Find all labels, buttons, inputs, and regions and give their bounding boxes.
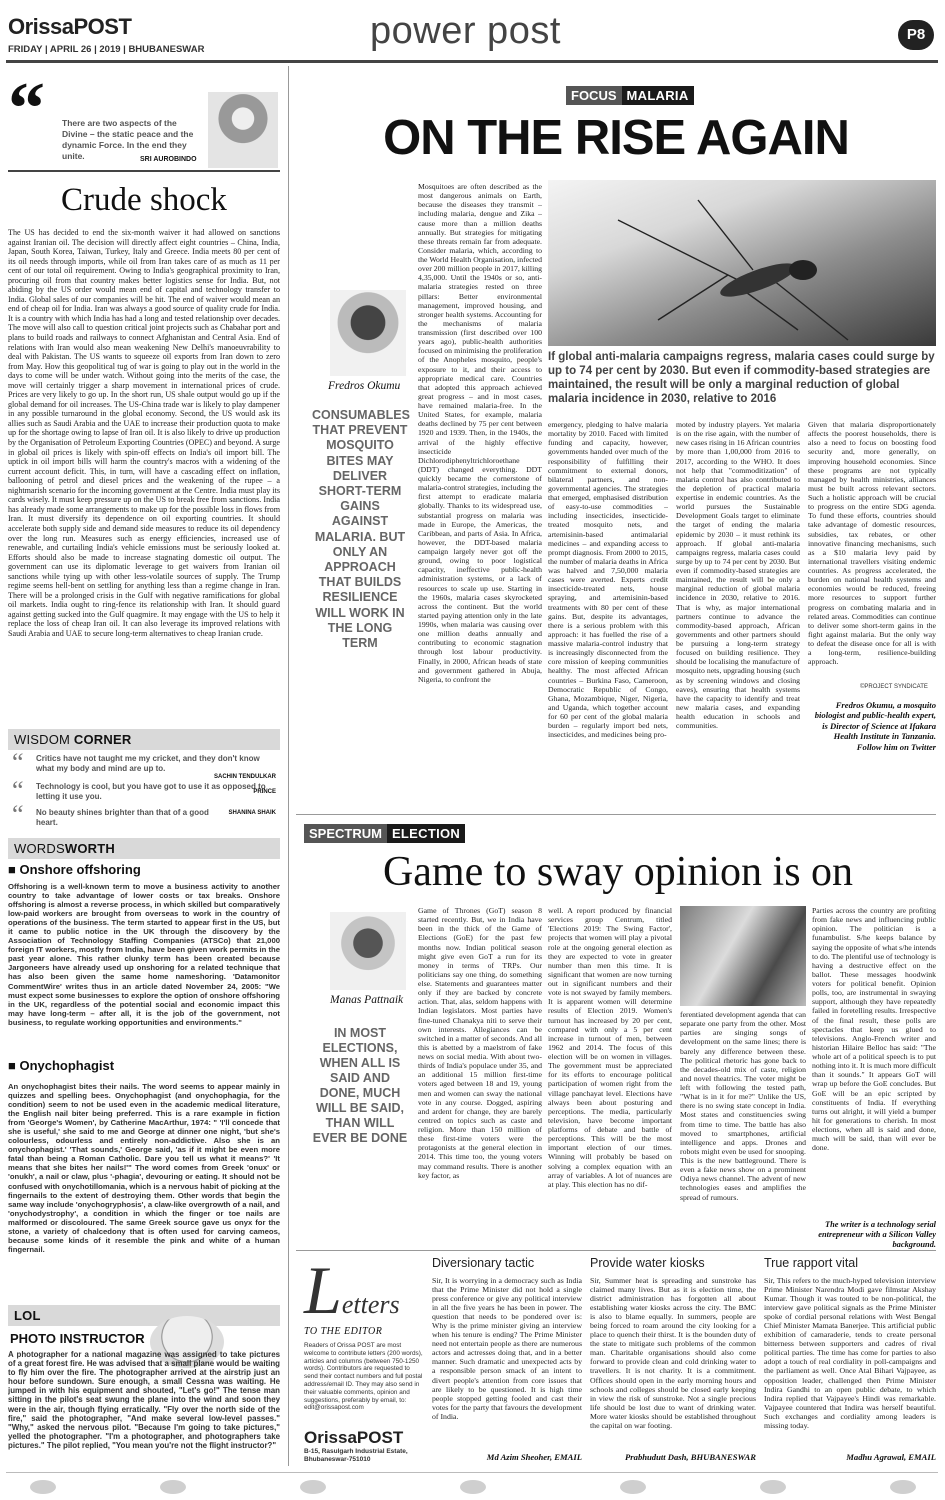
register-mark — [300, 1480, 326, 1494]
letters-logo — [304, 1252, 424, 1328]
malaria-headline: ON THE RISE AGAIN — [383, 111, 849, 165]
lol-title: PHOTO INSTRUCTOR — [10, 1331, 145, 1346]
onshore-title-text: Onshore offshoring — [19, 862, 141, 877]
malaria-credit: ©PROJECT SYNDICATE — [860, 684, 928, 690]
author-photo-pattnaik — [330, 912, 406, 990]
wisdom-corner-header — [8, 729, 280, 750]
onychophagist-body: An onychophagist bites their nails. The word seems to appear mainly in quizzes and spelling bees. Onychophagist (and onychophagia, for the condition) seem to not be used even in the academic medical literature, the English nail biter being preferred. This is a rare example in fiction from 'George's Women', by Catherine MacArthur, 1974: " 'I'll concede that she is useful,' she said to me and George at dinner one night, 'but she's colourless, odourless and entirely non-addictive. Also she is an onychophagist.' 'That sounds,' George said, 'as if it might be even more fatal than being a Roman Catholic. Dare you tell us what it means?' 'It means that she bites her nails!'" The word comes from Greek 'onux' or 'onukh', a nail or claw, plus '-phagia', devouring or eating. It should not be confused with onychotillomania, which is a nervous habit of picking at the fingernails to the extent of destroying them. Other words that begin the same way include 'onychogryphosis', a claw-like overgrowth of a nail, and 'onychodystrophy', a condition in which the finger or toe nails are malformed or discoloured. The same Greek source gave us onyx for the stone, a variety of chalcedony that is often used for carving cameos, because some kinds of it resemble the pink and white of a human fingernail. — [8, 1082, 280, 1254]
wisdom-item — [8, 800, 280, 829]
wisdom-text: No beauty shines brighter than that of a good heart. — [36, 808, 209, 827]
page-number-badge: P8 — [898, 20, 934, 50]
quote-mark-icon: “ — [8, 68, 45, 150]
election-col-3: ferentiated development agenda that can separate one party from the other. Most parties are singing songs of development on the same lines; there is barely any difference between these. The political rhetoric has gone back to the decades-old mix of caste, religion and novel theatrics. The voter might be left with following the tested path, "What is in it for me?" Unlike the US, there is no swing state concept in India. Most states and constituencies swing from time to time. The battle has also moved to smartphones, artificial intelligence and apps. Drones and robots might even be used for snooping. This is the new battleground. There is even a fake news show on a prominent Odiya news channel. The advent of new technologies eases and amplifies the spread of rumours. — [680, 1010, 806, 1202]
election-col-4: Parties across the country are profiting from fake news and influencing public opinion. The politician is a funambulist. S/he keeps balance by saying the opposite of what s/he intends to do. The plentiful use of technology is having a destructive effect on the ballot. These messages hoodwink voters for political benefit. Opinion polls, too, are instrumental in swaying support, although they have repeatedly failed in foretelling results. Irrespective of the final result, these polls are spectacles that keep us glued to televisions. Anglo-French writer and historian Hilaire Belloc has said: "The whole art of a political speech is to put nothing into it. It is much more difficult than it sounds." It appears GoT will wrap up before the GoE concludes. But GoE will be an epic scripted by constituents of India. If everything turns out alright, it will yield a bumper hit for generations to cherish. In most elections, when all is said and done, much will be said, than will ever be done. — [812, 906, 936, 1153]
malaria-col-4: Given that malaria disproportionately affects the poorest households, there is also a need to focus on boosting food security and, more generally, on improving household economies. Since these programs are not typically managed by health ministries, alliances must be built across relevant sectors. Such a holistic approach will be crucial to progress on the entire SDG agenda. To fund these efforts, countries should take advantage of domestic resources, subsidies, tax rebates, or other innovative financing mechanisms, such as a $10 malaria levy paid by international travellers visiting endemic countries. As progress accelerated, the burden on national health systems and economies would be reduced, freeing more resources to support further progress on combating malaria and in related areas. Commodities can continue to deliver some short-term gains in the fight against malaria. But the only way to defeat the disease once for all is with a long-term, resilience-building approach. — [808, 420, 936, 667]
onychophagist-title-text: Onychophagist — [19, 1058, 115, 1073]
letters-info: Readers of Orissa POST are most welcome to contribute letters (200 words), articles and columns (between 750-1250 words). Contributors are requested to send their contact numbers and full postal address/email ID. They may also send in their valuable comments, opinion and suggestions, preferably by email, to: edit@orissapost.com — [304, 1342, 423, 1412]
wisdom-author: SHANINA SHAIK — [228, 810, 276, 816]
election-headline: Game to sway opinion is on — [382, 849, 854, 895]
register-mark — [760, 1480, 786, 1494]
register-mark — [460, 1480, 486, 1494]
lol-header: LOL — [8, 1305, 280, 1326]
malaria-kicker — [566, 86, 694, 105]
quote-mark-icon: “ — [12, 800, 24, 829]
wisdom-author: PRINCE — [253, 789, 276, 795]
masthead-logo — [8, 14, 158, 42]
words-head-b: WORTH — [64, 841, 115, 856]
malaria-pull-quote: CONSUMABLES THAT PREVENT MOSQUITO BITES MAY DELIVER SHORT-TERM GAINS AGAINST MALARIA. BUT ONLY AN APPROACH THAT BUILDS RESILIENCE WILL WORK IN THE LONG TERM — [312, 408, 410, 651]
masthead-brand: OrissaPOST — [8, 14, 132, 39]
malaria-author: Fredros Okumu — [328, 380, 401, 392]
words-worth-header — [8, 838, 280, 859]
register-mark — [890, 1480, 916, 1494]
wisdom-head-b: CORNER — [73, 732, 132, 747]
author-portrait-photo — [208, 92, 278, 168]
letters-rule — [296, 1250, 936, 1251]
wisdom-text: Technology is cool, but you have got to use it as opposed to letting it use you. — [36, 782, 266, 801]
wisdom-text: Critics have not taught me my cricket, and they don't know what my body and mind are up to. — [36, 754, 260, 773]
election-bio: The writer is a technology serial entrepreneur with a Silicon Valley background. — [818, 1220, 936, 1249]
election-author: Manas Pattnaik — [330, 994, 404, 1006]
letters-brand: OrissaPOST — [304, 1428, 404, 1447]
words-head-a: WORDS — [14, 841, 65, 856]
masthead-rule — [6, 60, 938, 63]
onshore-body: Offshoring is a well-known term to move a business activity to another country to take advantage of lower costs or tax breaks. Onshore offshoring is almost a reverse process, in which skilled but comparatively low-paid workers are brought from overseas to work in the country of operations of the business. The term started to appear first in the US, but it came to public notice in the UK through the discovery by the Association of Technology Staffing Companies (ATSCo) that 21,000 foreign IT workers, mostly from India, have been given work permits in the past year alone. This rather clunky term has been created because Jargoneers have already used up onshoring for a related technique that has also been given the same home nameshoring. 'Datamonitor CommentWire' writes thus in an article dated November 24, 2005: "We must expect some businesses to explore the option of onshore offshoring in the UK, regardless of the potential social and economic impact this may have long-term – after all, it is the job of the government, not business, to regulate working opportunities and environments." — [8, 882, 280, 1027]
kicker-focus: FOCUS — [566, 86, 622, 105]
kicker-spectrum: SPECTRUM — [304, 824, 387, 843]
letter-2-body: Sir, Summer heat is spreading and sunstroke has claimed many lives. But as it is election time, the district administration has forgotten all about establishing water kiosks across the city. The BMC is also to blame equally. In summers, people are being forced to roam around the city looking for a place to quench their thirst. It is the bounden duty of the state to mitigate such problems of the common man. Charitable organisations should also come forward to provide clean and cold drinking water to travellers. It is not charity. It is a commitment. Offices should open in the early morning hours and schools and colleges should be closed early keeping in view the risk of sunstroke. Not a single precious life should be lost due to want of drinking water. More water kiosks should be established throughout the capital on war footing. — [590, 1276, 756, 1430]
mosquito-caption: If global anti-malaria campaigns regress, malaria cases could surge by up to 74 per cent by 2030. But even if commodity-based strategies are maintained, the result will be only a marginal reduction of global malaria incidence in 2030, relative to 2016 — [548, 351, 935, 405]
onychophagist-title: ■ Onychophagist — [8, 1058, 115, 1073]
wisdom-head-a: WISDOM — [14, 732, 71, 747]
letters-address: B-15, Rasulgarh Industrial Estate, Bhubaneswar-751010 — [304, 1448, 408, 1463]
footer-rule — [6, 1472, 938, 1473]
election-col-1: Game of Thrones (GoT) season 8 started recently. But, we in India have been in the thick of the Game of Elections (GoE) for the past few months now. Indian political season might give even GoT a run for its money in terms of TRPs. Our politicians say one thing, do something else. Statements and guarantees matter only if they are backed by concrete action. That, alas, seldom happens with Indian legislators. Most parties have fine-tuned Chanakya niti to serve their own interests. Allegiances can be switched in a matter of seconds. And all this is abetted by a maelstrom of fake news on social media. With about two-thirds of India's populace under 35, and an additional 15 million first-time voters aged between 18 and 19, young men and women can sway the national vote in any course. Dogged, aspiring and ardent for change, they are barely centred on topics such as caste and religion. More than 150 million of these first-time voters were the protagonists at the general election in 2014. This time too, the young voters may command results. There is another key factor, as — [418, 906, 542, 1180]
letter-3-body: Sir, This refers to the much-hyped television interview Prime Minister Narendra Modi gave filmstar Akshay Kumar. Though it was touted to be non-political, the interview gave political signals as the Prime Minister spoke of cordial personal relations with West Bengal Chief Minister Mamata Banerjee. This artificial public exhibition of camaraderie, tends to create personal bitterness between supporters and cadres of rival political parties. The time has come for parties to also adopt a touch of real cordiality in poll-campaigns and the parliament as well. Once Atal Bihari Vajpayee, as opposition leader, challenged then Prime Minister Indira Gandhi to an open public debate, to which Indira replied that Vajpayee's Hindi was remarkable. Vajpayee countered that Indira was herself beautiful. Such exchanges and cordiality among leaders is missing today. — [764, 1276, 936, 1430]
section-title: power post — [370, 10, 561, 52]
editorial-body: The US has decided to end the six-month waiver it had allowed on sanctions against Iranian oil. The decision will directly affect eight countries – China, India, Japan, South Korea, Taiwan, Turkey, Italy and Greece. India meets 80 per cent of its oil needs through imports, while oil from Iran takes care of as much as 11 per cent of our total oil requirement. Owing to India's geographical proximity to Iran, procuring oil from that country makes better logistics sense for India. But, not abiding by the US order would mean end of capital and technology transfer to India. Global sales of our companies will be hit. The end of waiver would mean an end of cheap oil for India. Iran was always a good source of quality crude for India. It is a country with which India has had a long and tested relationship over decades. The move will also call to question critical joint projects such as Chabahar port and plans to build roads and railways to connect Afghanistan and Central Asia. End of relations with Iran would also mean weakening New Delhi's manoeuvrability to deal with Pakistan. The US wants to squeeze oil exports from Iran down to zero from May. How this geopolitical tug of war is going to play out in the world in the days to come will be under watch. Without going into the merits of the case, the move will certainly trigger a sharp movement in international prices of crude. Prices are very likely to go up. In the short run, US shale output would go up if the global demand for oil increases. The US-China trade war is likely to play dampener in any possible turnaround in the global economy. Second, the US would ask its allies such as Saudi Arabia and the UAE to increase their production quota to make up for the shortage owing to lapse of Iran oil. It is also likely to drive up production by the Organisation of Petroleum Exporting Countries (OPEC) and beyond. A surge in global oil prices is likely with spin-off effects on India's oil import bill. The uptick in oil import bills will harm the country's macros with a widening of the current account deficit. This, in turn, will have a cascading effect on inflation, ballooning of petrol and diesel prices and the weakening of the rupee – a nightmarish scenario for the incoming government at the Centre. India must play its cards wisely. It must keep pressure up on the US to break free from sanctions. India has already made some arrangements to make up for the possible loss in flows from Iran. It must diversify its dependence on oil exporting countries. It should accelerate both supply side and demand side measures to reduce its oil dependency over the long run. Measures such as energy efficiencies, increased use of renewable, and curtailing India's vehicle emissions must be seriously looked at. Efforts should also be made to increase stagnating domestic oil output. The government can use its diplomatic leverage to get waivers from Iranian oil sanctions while tying up with other less-volatile sources of supply. The Trump regime seems hell-bent on settling for anything less than a regime change in Iran. There will be a prolonged crisis in the Gulf with negative ramifications for global oil markets. India ought to ring-fence its relationship with Iran. It should guard against getting sucked into the Gulf quagmire. It may engage with the US to help it replace the loss of cheap Iran oil. It can also leverage its improved relations with Saudi Arabia and UAE to secure long-term alternatives to cheap Iranian crude. — [8, 228, 280, 638]
editorial-title: Crude shock — [61, 182, 227, 218]
election-pull-quote: IN MOST ELECTIONS, WHEN ALL IS SAID AND DONE, MUCH WILL BE SAID, THAN WILL EVER BE DONE — [312, 1026, 408, 1145]
letter-3-sign: Madhu Agrawal, EMAIL — [846, 1452, 936, 1462]
letter-1-body: Sir, It is worrying in a democracy such as India that the Prime Minister did not hold a single press conference or give any political interview in all the five years he has been in power. The question that needs to be pondered over is: Why is the prime minister giving an interview when his tenure is ending? The Prime Minister need not entertain people as there are numerous actors and actresses doing that, and in a better manner. Such dramatic and unexpected acts by a responsible person smack of an intent to divert people's attention from core issues that are likely to be questioned. It is high time people stopped getting fooled and cast their votes for the party that favours the development of India. — [432, 1276, 582, 1421]
masthead-date: FRIDAY | APRIL 26 | 2019 | BHUBANESWAR — [8, 44, 205, 55]
malaria-col-2: emergency, pledging to halve malaria mortality by 2010. Faced with limited funding and capacity, however, governments handed over much of the responsibility of fulfilling their commitment to external donors, bilateral partners, and non-governmental agencies. The strategies that emerged, emphasised distribution of easy-to-use commodities – including insecticides, insecticide-treated mosquito nets, and artemisinin-based antimalarial medicines – and expanding access to prompt diagnosis. From 2000 to 2015, the number of malaria deaths in Africa was halved and 7,50,000 malaria cases were averted. Experts credit insecticide-treated nets, house spraying, and artemisinin-based treatments with 80 per cent of these gains. But, despite its advantages, there is a serious problem with this approach: it has fuelled the rise of a massive malaria-control industry that is increasingly disconnected from the core mission of keeping communities healthy. The most affected African countries – Burkina Faso, Cameroon, Democratic Republic of Congo, Ghana, Mozambique, Niger, Nigeria, and Uganda, which together account for 60 per cent of the global malaria burden – regularly import bed nets, insecticides, and medicines being pro- — [548, 420, 668, 740]
letters-logo-big: L — [304, 1252, 342, 1328]
letter-2-title: Provide water kiosks — [590, 1256, 705, 1270]
thought-text: There are two aspects of the Divine – the static peace and the dynamic Force. In the end they unite. — [62, 118, 194, 161]
election-kicker — [304, 824, 465, 843]
letter-1-sign: Md Azim Sheoher, EMAIL — [486, 1452, 582, 1462]
letter-1-title: Diversionary tactic — [432, 1256, 535, 1270]
thought-rule — [8, 170, 280, 172]
election-col-2: well. A report produced by financial services group Centrum, titled 'Elections 2019: The Swing Factor', projects that women will play a pivotal role at the ongoing general election as they are expected to vote in greater number than men this time. It is significant that women are now turning out in significant numbers and their vote is not swayed by family members. It is apparent women will determine results of Election 2019. Women's turnout has increased by 20 per cent, compared with only a 5 per cent increase in turnout of men, between 1962 and 2014. The focus of this election will be on women in villages. The government must be appreciated for its efforts to encourage political participation of women right from the village panchayat level. Elections have always been about posturing and perceptions. The media, particularly television, have become important platforms of debate and battle of perceptions. This will be the most important election of our times. Winning will probably be based on solving a complex equation with an array of variables. A lot of nuances are at play. This election has no dif- — [548, 906, 672, 1189]
quote-mark-icon: “ — [12, 776, 24, 805]
thought-author: SRI AUROBINDO — [140, 156, 197, 163]
kicker-malaria: MALARIA — [622, 86, 694, 105]
letter-2-sign: Prabhudutt Dash, BHUBANESWAR — [625, 1452, 756, 1462]
letters-subtitle: TO THE EDITOR — [304, 1326, 383, 1337]
letters-logo-rest: etters — [341, 1290, 400, 1319]
kicker-election: ELECTION — [387, 824, 465, 843]
register-mark — [620, 1480, 646, 1494]
register-mark — [160, 1480, 186, 1494]
wisdom-author: SACHIN TENDULKAR — [214, 774, 276, 780]
column-divider — [288, 66, 289, 1466]
wisdom-item — [8, 748, 280, 780]
voting-machine-photo — [680, 906, 806, 1006]
malaria-col-3: moted by industry players. Yet malaria is on the rise again, with the number of new cases rising in 16 African countries by more than 1,00,000 from 2016 to 2017, according to the WHO. It does not help that "commoditization" of malaria control has also contributed to the depletion of practical malaria expertise in endemic countries. As the world pursues the Sustainable Development Goals target to eliminate the target of ending the malaria epidemic by 2030 – it must rethink its approach. If global anti-malaria campaigns regress, malaria cases could surge by up to 74 per cent by 2030. But even if commodity-based strategies are maintained, the result will be only a marginal reduction of global malaria incidence in 2030, relative to 2016. That is why, as major international partners continue to advance the commodity-based approach, African governments and other partners should be pursuing a long-term strategy focused on building resilience. They should be localising the manufacture of mosquito nets, upgrading housing (such as by screening windows and closing eaves), ensuring that health systems have the capacity to identify and treat new malaria cases, and expanding health education in schools and communities. — [676, 420, 800, 731]
onshore-title: ■ Onshore offshoring — [8, 862, 141, 877]
malaria-col-1: Mosquitoes are often described as the most dangerous animals on Earth, because the diseases they transmit – including malaria, dengue and Zika – cause more than a million deaths annually. But strategies for mitigating these threats remain far from adequate. Consider malaria, which, according to the World Health Organisation, infected over 200 million people in 2017, killing 4,35,000. Until the 1940s or so, anti-malaria strategies rested on three pillars: Better environmental management, improved housing, and stronger health systems. Accounting for the mechanisms of malaria transmission (first described over 100 years ago), public-health authorities focused on minimising the proliferation of the Anopheles mosquito, people's exposure to it, and their access to appropriate medical care. Countries that adopted this approach achieved great progress – and in most cases, have remained malaria-free. In the United States, for example, malaria deaths declined by 75 per cent between 1920 and 1939. Then, in the 1940s, the arrival of the highly effective insecticide Dichlorodiphenyltrichloroethane (DDT) changed everything. DDT quickly became the cornerstone of malaria-control strategies, including the first attempt to eradicate malaria globally. Thanks to its widespread use, substantial progress on malaria was made in Europe, the Americas, the Caribbean, and parts of Asia. In Africa, however, the DDT-based malaria campaign largely never got off the ground, owing to poor logistical capacity, ineffective public-health administration systems, or a lack of resources to scale up use. Starting in the 1960s, malaria cases skyrocketed across the continent. But the world started paying attention only in the late 1990s, when malaria was causing over one million deaths annually and contributing to economic stagnation through lost labour productivity. Finally, in 2000, African heads of state and government gathered in Abuja, Nigeria, to confront the — [418, 182, 542, 684]
register-mark — [30, 1480, 56, 1494]
lol-body: A photographer for a national magazine was assigned to take pictures of a great forest fire. He was advised that a small plane would be waiting to fly him over the fire. The photographer arrived at the airstrip just an hour before sundown. Sure enough, a small Cessna was waiting. He jumped in with his equipment and shouted, "Let's go!" The tense man sitting in the pilot's seat swung the plane into the wind and soon they were in the air, though flying erratically. "Fly over the north side of the fire," said the photographer, "And make several low-level passes." "Why," asked the nervous pilot. "Because I'm going to take pictures," yelled the photographer. "I'm a photographer, and photographers take pictures." The pilot replied, "You mean you're not the flight instructor?" — [8, 1350, 280, 1450]
author-photo-okumu — [330, 290, 406, 376]
quote-mark-icon: “ — [12, 748, 24, 777]
story-rule — [296, 814, 936, 815]
mosquito-photo — [548, 180, 936, 346]
letter-3-title: True rapport vital — [764, 1256, 859, 1270]
wisdom-list — [8, 748, 280, 829]
mosquito-icon — [548, 180, 936, 346]
malaria-bio: Fredros Okumu, a mosquito biologist and public-health expert, is Director of Science at Ifakara Health Institute in Tanzania. Follow him on Twitter — [814, 700, 936, 752]
